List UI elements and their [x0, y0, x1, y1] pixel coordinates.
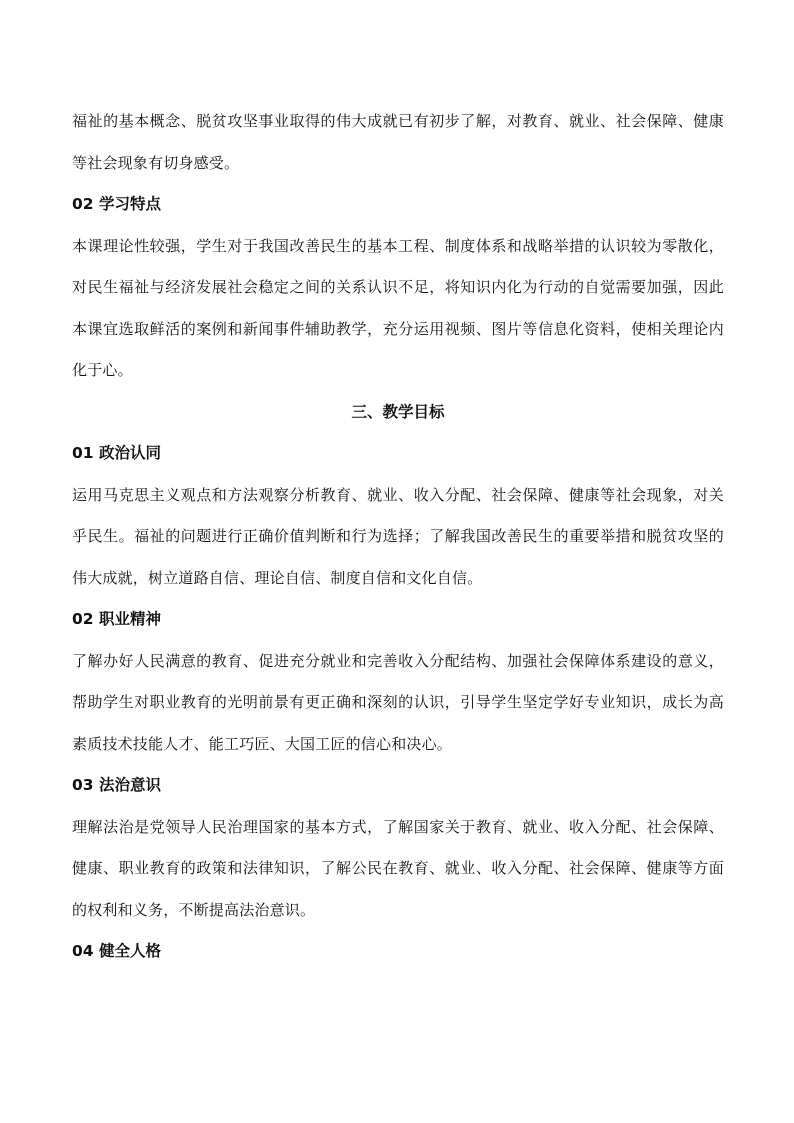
paragraph-welfare-intro: 福祉的基本概念、脱贫攻坚事业取得的伟大成就已有初步了解，对教育、就业、社会保障、健康等社会现象有切身感受。: [72, 112, 724, 172]
heading-rule-of-law: 03 法治意识: [72, 776, 161, 794]
paragraph-professional-spirit: 了解办好人民满意的教育、促进充分就业和完善收入分配结构、加强社会保障体系建设的意义，帮助学生对职业教育的光明前景有更正确和深刻的认识，引导学生坚定学好专业知识，成长为高素质技术技能人才、能工巧匠、大国工匠的信心和决心。: [72, 651, 724, 753]
heading-sound-personality: 04 健全人格: [72, 942, 161, 960]
heading-learning-characteristics: 02 学习特点: [72, 195, 161, 213]
paragraph-rule-of-law: 理解法治是党领导人民治理国家的基本方式，了解国家关于教育、就业、收入分配、社会保障、健康、职业教育的政策和法律知识，了解公民在教育、就业、收入分配、社会保障、健康等方面的权利和义务，不断提高法治意识。: [72, 817, 724, 919]
heading-professional-spirit: 02 职业精神: [72, 610, 161, 628]
paragraph-political-identity: 运用马克思主义观点和方法观察分析教育、就业、收入分配、社会保障、健康等社会现象，对关乎民生。福祉的问题进行正确价值判断和行为选择；了解我国改善民生的重要举措和脱贫攻坚的伟大成就，树立道路自信、理论自信、制度自信和文化自信。: [72, 485, 724, 587]
heading-political-identity: 01 政治认同: [72, 444, 161, 462]
paragraph-learning-characteristics: 本课理论性较强，学生对于我国改善民生的基本工程、制度体系和战略举措的认识较为零散化，对民生福祉与经济发展社会稳定之间的关系认识不足，将知识内化为行动的自觉需要加强，因此本课宜选取鲜活的案例和新闻事件辅助教学，充分运用视频、图片等信息化资料，使相关理论内化于心。: [72, 236, 724, 379]
document-page: [72, 101, 724, 973]
section-title-teaching-objectives: 三、教学目标: [351, 402, 445, 421]
